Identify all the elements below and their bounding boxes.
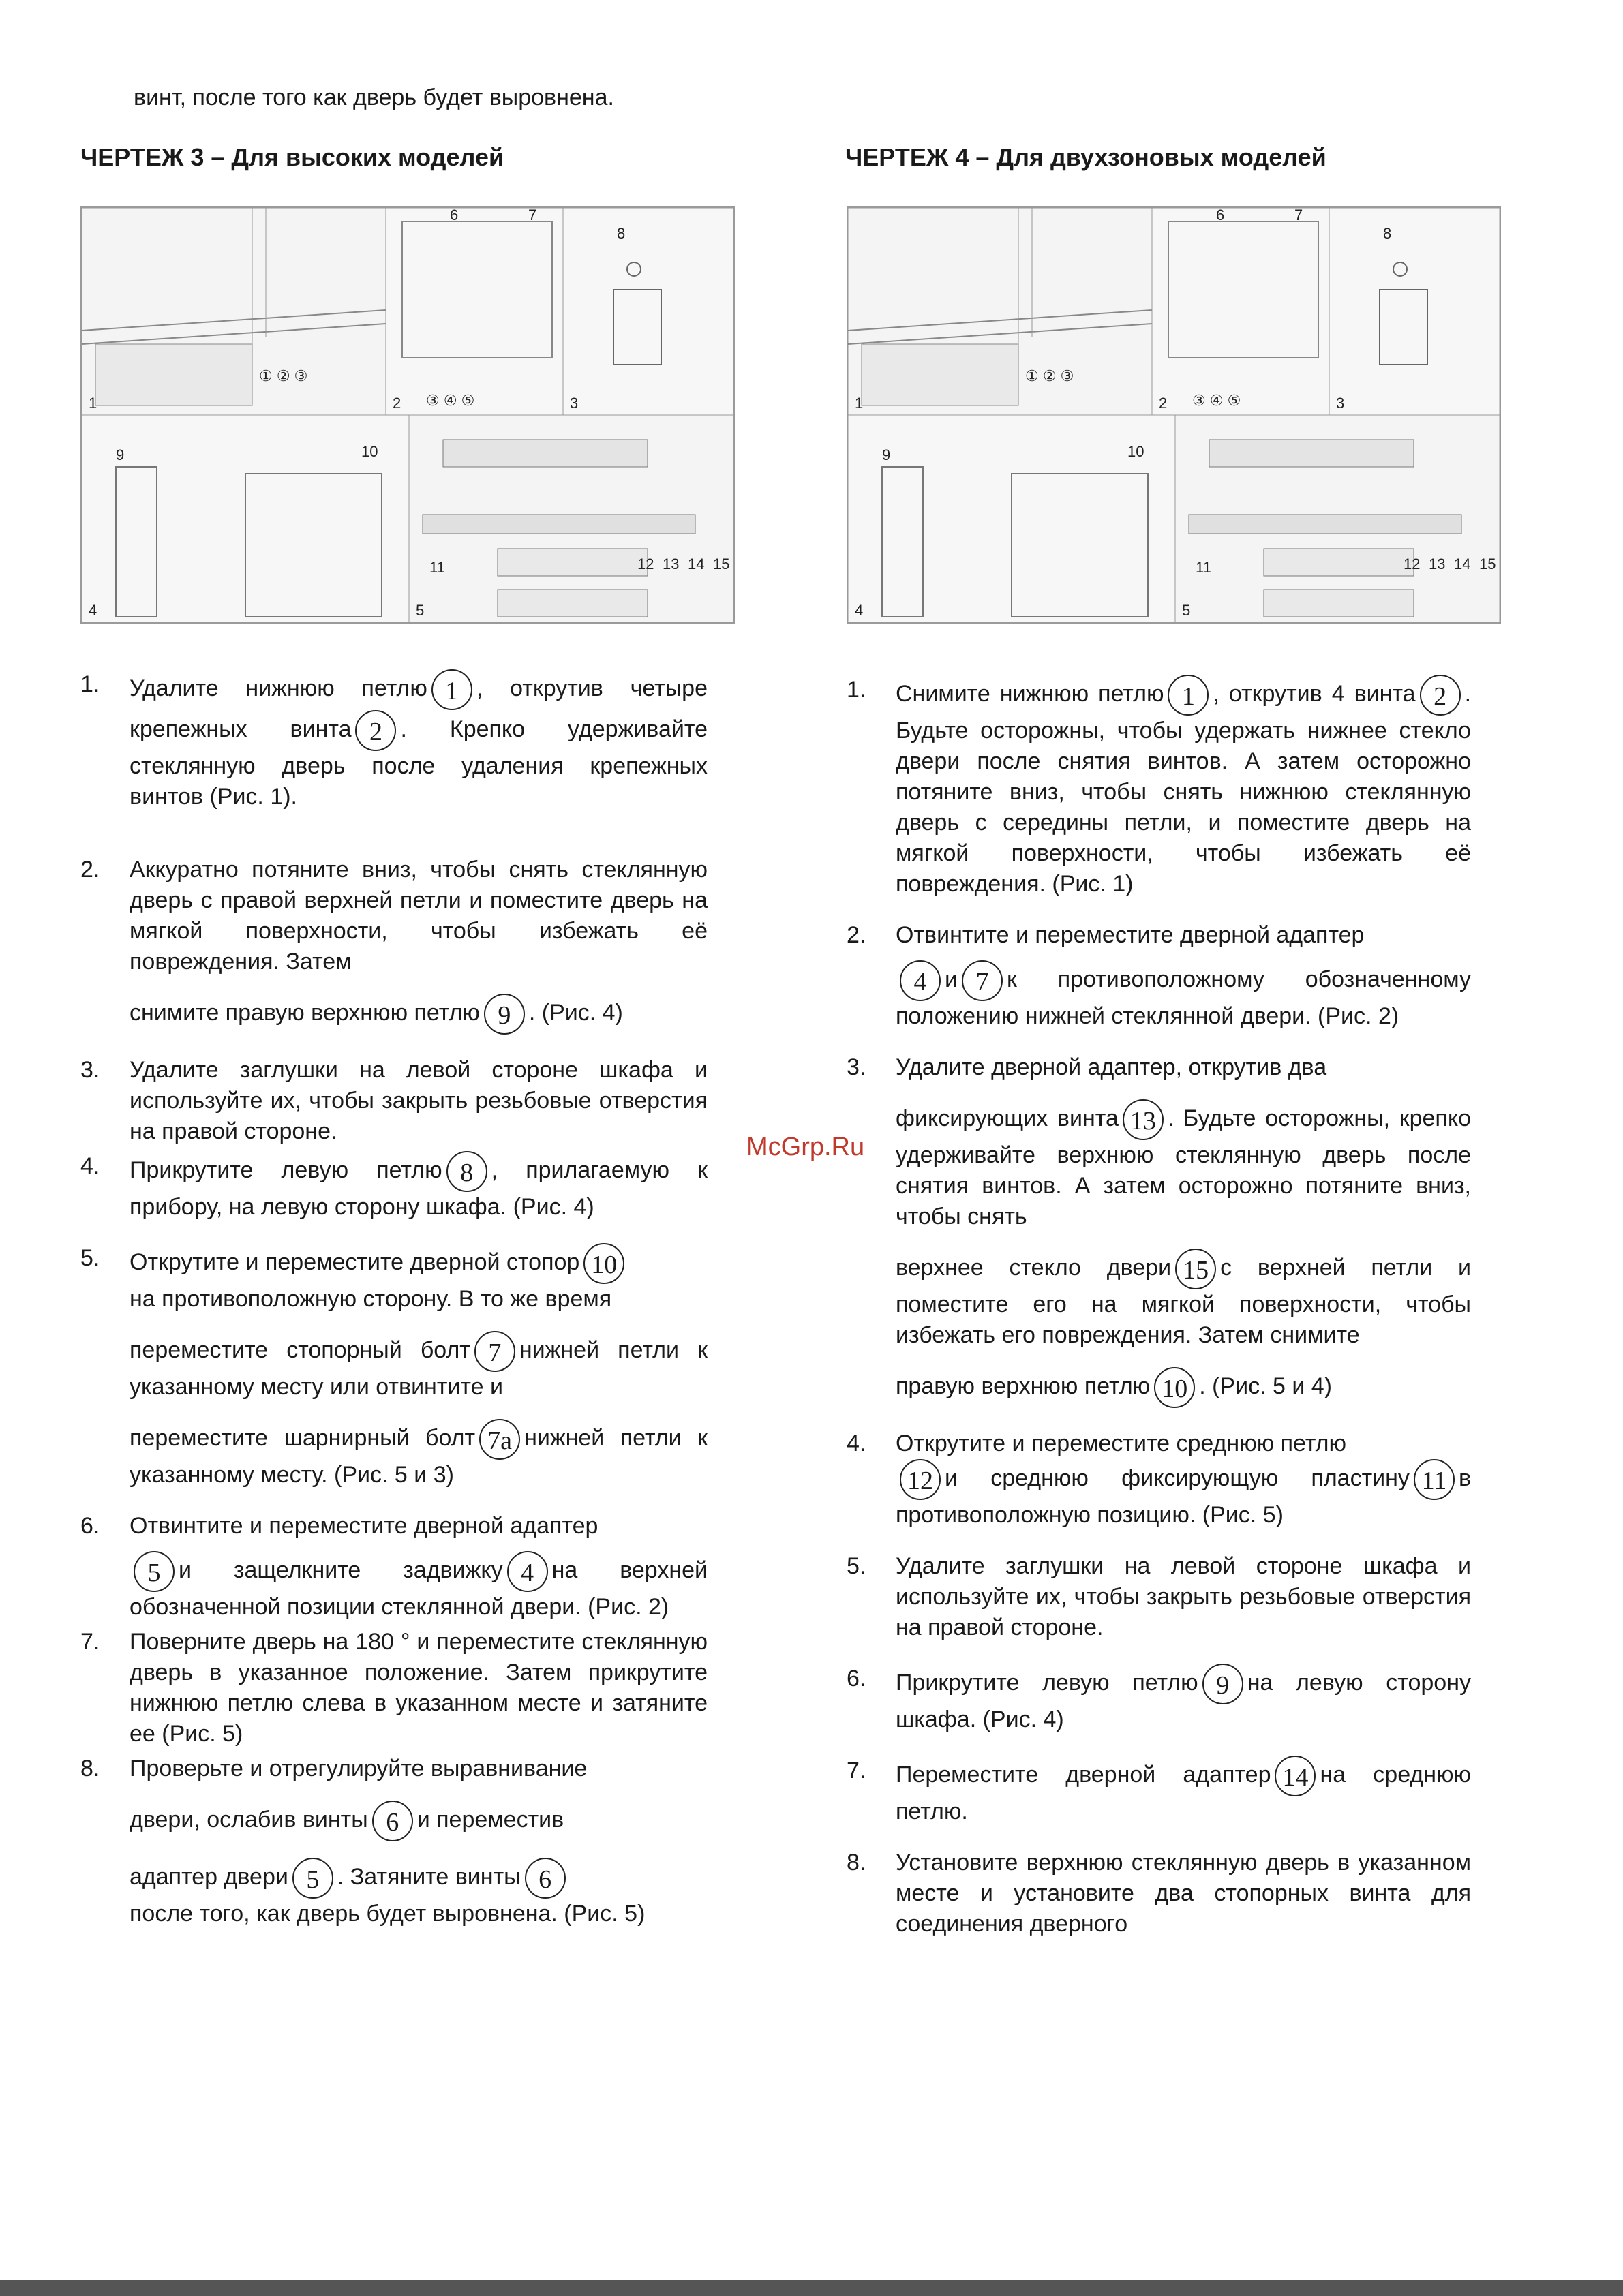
right-callout-15: 15 [1479,555,1496,572]
right-heading: ЧЕРТЕЖ 4 – Для двухзоновых моделей [845,143,1326,171]
left-callout-14: 14 [688,555,705,572]
callout-circle: 6 [525,1858,566,1899]
right-panel-3 [1329,208,1500,415]
left-step-5: 5. Открутите и переместите дверной стопор 10 на противоположную сторону. В то же время переместите стопорный болт 7 нижней петли к указанному месту или отвинтите и переместите шарнирный болт 7a нижней петли к указанному месту. (Рис. 5 и 3) [80,1243,708,1490]
right-panel-2 [1152,206,1329,415]
left-callout-12: 12 [637,555,654,572]
right-step-8: 8. Установите верхнюю стеклянную дверь в указанном месте и установите два стопорных винта для соединения дверного [847,1850,1471,1937]
right-panel-1 [848,208,1152,415]
left-panel-5 [409,415,733,622]
callout-circle: 1 [431,669,472,710]
callout-circle: 14 [1275,1756,1316,1796]
right-step-2: 2. Отвинтите и переместите дверной адаптер 4 и 7 к противоположному обозначенному положению нижней стеклянной двери. (Рис. 2) [847,922,1471,1029]
left-panel-4 [82,415,409,622]
left-step-3: 3. Удалите заглушки на левой стороне шкафа и используйте их, чтобы закрыть резьбовые отверстия на правой стороне. [80,1057,708,1144]
left-panel-3 [563,208,733,415]
callout-circle: 11 [1414,1459,1455,1500]
callout-circle: 5 [292,1858,333,1899]
right-callout-13: 13 [1429,555,1446,572]
callout-circle: 10 [1154,1367,1195,1408]
left-callout-15: 15 [713,555,730,572]
left-heading: ЧЕРТЕЖ 3 – Для высоких моделей [80,143,504,171]
right-panel-5 [1175,415,1500,622]
right-step-4: 4. Открутите и переместите среднюю петлю 12 и среднюю фиксирующую пластину 11 в противоположную позицию. (Рис. 5) [847,1430,1471,1528]
right-step-1: 1. Снимите нижнюю петлю 1 , открутив 4 винта 2 . Будьте осторожны, чтобы удержать нижнее стекло двери после снятия винтов. А затем осторожно потяните вниз, чтобы снять нижнюю стеклянную дверь с середины петли, и поместите дверь на мягкой поверхности, чтобы избежать её повреждения. (Рис. 1) [847,675,1471,900]
callout-circle: 7 [474,1331,515,1372]
callout-circle: 9 [484,994,525,1035]
left-panel-5-label: 5 [416,602,425,619]
right-figure [847,206,1501,624]
callout-circle: 13 [1123,1099,1164,1140]
left-panel-1 [82,208,386,415]
callout-circle: 15 [1175,1249,1216,1289]
callout-circle: 9 [1202,1664,1243,1704]
callout-circle: 1 [1168,675,1209,716]
left-callout-10: 10 [361,443,378,460]
left-step-2: 2. Аккуратно потяните вниз, чтобы снять стеклянную дверь с правой верхней петли и поместите дверь на мягкой поверхности, чтобы избежать её повреждения. Затем снимите правую верхнюю петлю 9 . (Рис. 4) [80,855,708,1035]
right-panel-5-label: 5 [1182,602,1191,619]
right-panel-2-label: 2 [1159,395,1168,412]
callout-circle: 7a [479,1419,520,1460]
left-step-6: 6. Отвинтите и переместите дверной адаптер 5 и защелкните задвижку 4 на верхней обозначенной позиции стеклянной двери. (Рис. 2) [80,1513,708,1620]
left-callout-9: 9 [116,446,125,463]
left-figure [80,206,735,624]
left-panel-1-label: 1 [89,395,97,412]
callout-circle: 5 [134,1551,175,1592]
callout-circle: 4 [507,1551,548,1592]
right-callout-123: ① ② ③ [1025,367,1074,384]
left-callout-6: 6 [450,206,459,224]
right-callout-11: 11 [1196,559,1211,576]
right-callout-8: 8 [1383,225,1392,242]
callout-circle: 6 [372,1801,413,1841]
right-callout-6: 6 [1216,206,1225,224]
left-step-1: 1. Удалите нижнюю петлю 1 , открутив четыре крепежных винта 2 . Крепко удерживайте стеклянную дверь после удаления крепежных винтов (Рис. 1). [80,669,708,812]
callout-circle: 2 [1420,675,1461,716]
right-callout-10: 10 [1127,443,1144,460]
left-callout-345: ③ ④ ⑤ [426,392,475,409]
callout-circle: 7 [962,960,1003,1001]
right-steps [847,675,1471,1960]
left-panel-4-label: 4 [89,602,97,619]
callout-circle: 2 [355,710,396,751]
right-step-5: 5. Удалите заглушки на левой стороне шкафа и используйте их, чтобы закрыть резьбовые отверстия на правой стороне. [847,1553,1471,1640]
right-panel-4-label: 4 [855,602,864,619]
right-callout-14: 14 [1454,555,1471,572]
callout-circle: 4 [900,960,941,1001]
right-callout-345: ③ ④ ⑤ [1192,392,1241,409]
bottom-bar [0,2280,1623,2296]
left-step-8: 8. Проверьте и отрегулируйте выравнивание двери, ослабив винты 6 и переместив адаптер двери 5 . Затяните винты 6 после того, как дверь будет выровнена. (Рис. 5) [80,1756,646,1927]
left-callout-123: ① ② ③ [259,367,308,384]
left-callout-8: 8 [617,225,626,242]
right-panel-1-label: 1 [855,395,864,412]
right-callout-9: 9 [882,446,891,463]
left-panel-2 [386,206,563,415]
left-panel-2-label: 2 [393,395,401,412]
right-callout-7: 7 [1294,206,1303,224]
left-steps [80,669,708,1950]
right-panel-4 [848,415,1175,622]
left-callout-11: 11 [429,559,445,576]
right-callout-12: 12 [1404,555,1421,572]
callout-circle: 10 [583,1243,624,1284]
intro-line: винт, после того как дверь будет выровнена. [134,85,614,110]
left-panel-3-label: 3 [570,395,579,412]
left-step-7: 7. Поверните дверь на 180 ° и переместите стеклянную дверь в указанное положение. Затем прикрутите нижнюю петлю слева в указанном месте и затяните ее (Рис. 5) [80,1629,708,1747]
callout-circle: 8 [446,1151,487,1192]
right-step-3: 3. Удалите дверной адаптер, открутив два фиксирующих винта 13 . Будьте осторожны, крепко удерживайте верхнюю стеклянную дверь после снятия винтов. А затем осторожно потяните вниз, чтобы снять верхнее стекло двери 15 с верхней петли и поместите его на мягкой поверхности, чтобы избежать его повреждения. Затем снимите правую верхнюю петлю 10 . (Рис. 5 и 4) [847,1052,1471,1408]
right-panel-3-label: 3 [1336,395,1345,412]
left-step-4: 4. Прикрутите левую петлю 8 , прилагаемую к прибору, на левую сторону шкафа. (Рис. 4) [80,1151,708,1223]
left-callout-7: 7 [528,206,537,224]
watermark: McGrp.Ru [746,1133,865,1161]
right-step-6: 6. Прикрутите левую петлю 9 на левую сторону шкафа. (Рис. 4) [847,1664,1471,1735]
callout-circle: 12 [900,1459,941,1500]
left-callout-13: 13 [663,555,680,572]
right-step-7: 7. Переместите дверной адаптер 14 на среднюю петлю. [847,1756,1471,1827]
